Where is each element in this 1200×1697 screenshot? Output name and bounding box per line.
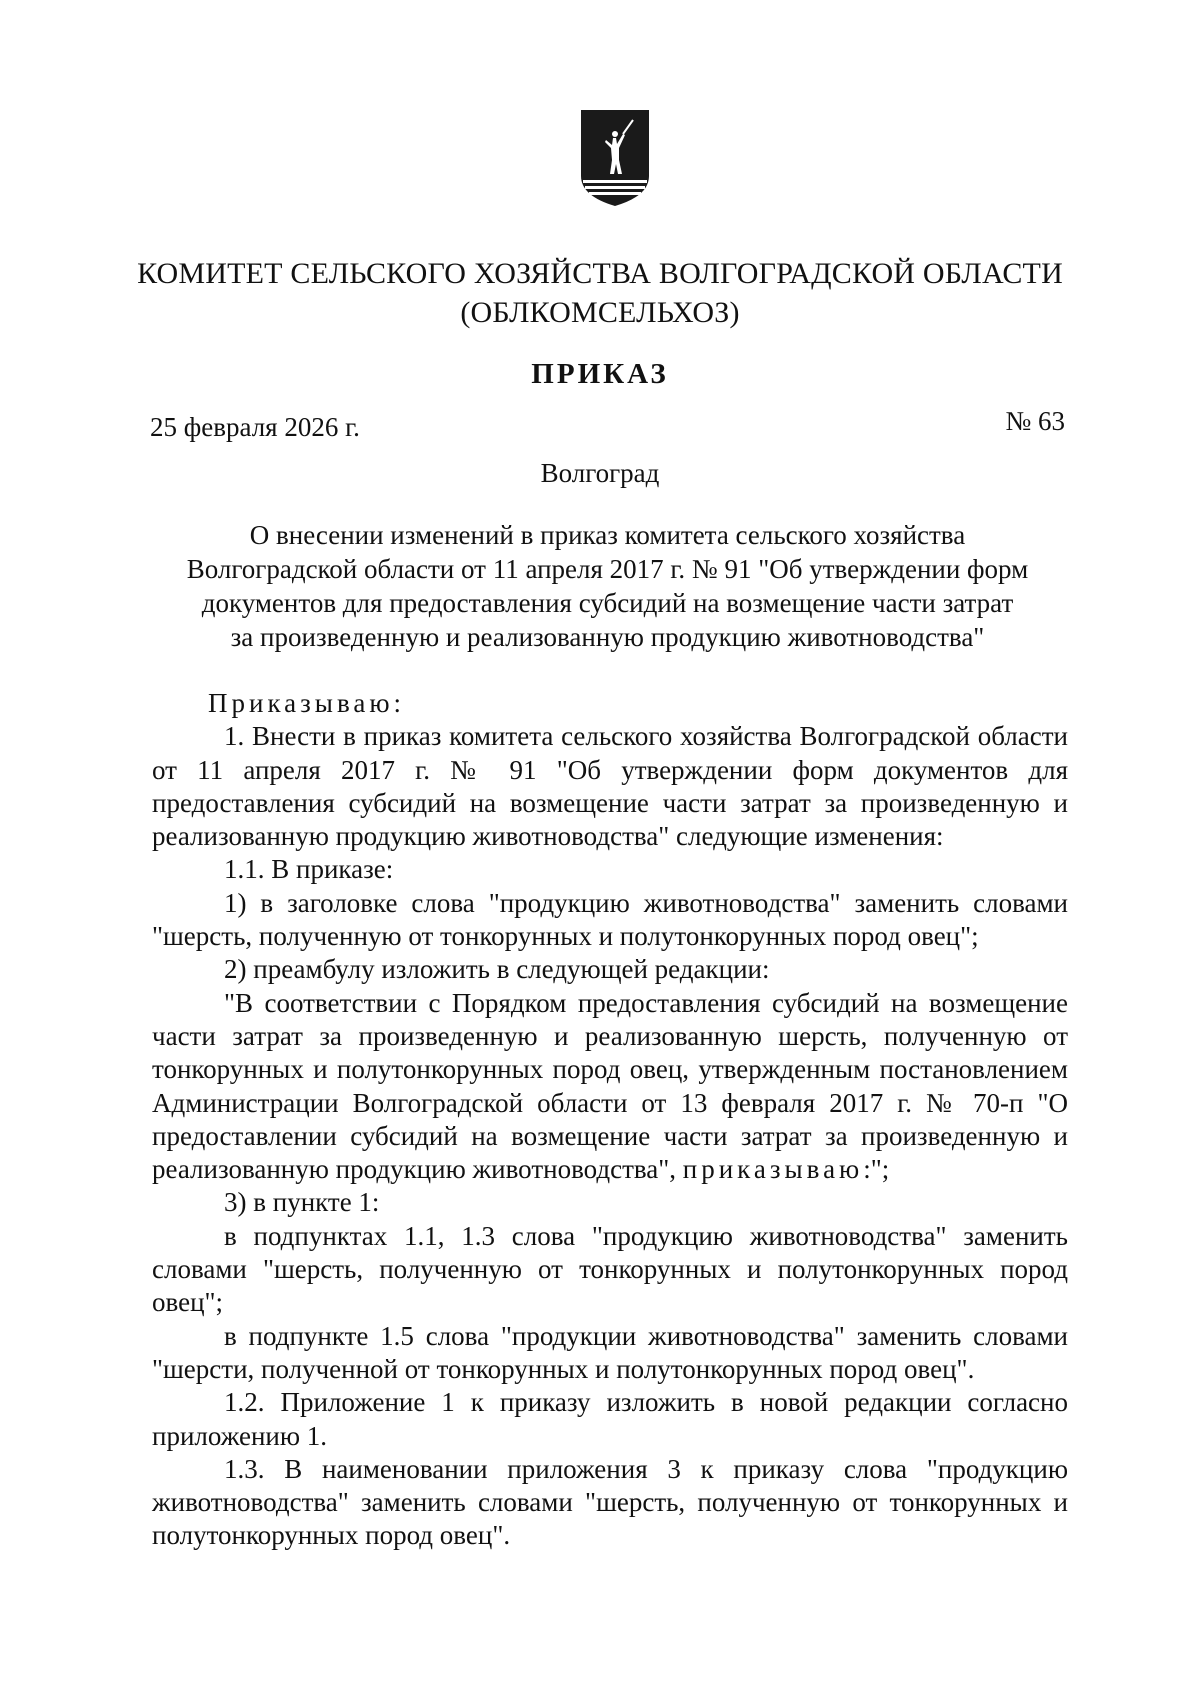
paragraph-1-1-1: 1) в заголовке слова "продукцию животноводства" заменить словами "шерсть, полученную от тонкорунных и полутонкорунных пород овец"; [152, 887, 1068, 952]
organization-name [100, 254, 1100, 332]
paragraph-1-1: 1.1. В приказе: [224, 854, 394, 885]
emblem-graphic [579, 108, 651, 208]
paragraph-1-1-3-a: в подпунктах 1.1, 1.3 слова "продукцию животноводства" заменить словами "шерсть, полученную от тонкорунных и полутонкорунных пород овец"; [152, 1220, 1068, 1318]
subject-line: Волгоградской области от 11 апреля 2017 г. № 91 "Об утверждении форм [186, 554, 1029, 584]
subject-line: документов для предоставления субсидий на возмещение части затрат [201, 588, 1014, 618]
document-city: Волгоград [540, 458, 660, 488]
document-subject [150, 518, 1065, 654]
paragraph-1-3: 1.3. В наименовании приложения 3 к приказу слова "продукцию животноводства" заменить словами "шерсть, полученную от тонкорунных и полутонкорунных пород овец". [152, 1453, 1068, 1551]
paragraph-1: 1. Внести в приказ комитета сельского хозяйства Волгоградской области от 11 апреля 2017 г. № 91 "Об утверждении форм документов для предоставления субсидий на возмещение части затрат за произведенную и реализованную продукцию животноводства" следующие изменения: [152, 721, 1068, 852]
preamble-end: :"; [863, 1154, 890, 1185]
preamble-main: "В соответствии с Порядком предоставления субсидий на возмещение части затрат за произведенную и реализованную шерсть, полученную от тонкорунных и полутонкорунных пород овец, утвержденным постановлением Администрации Волгоградской области от 13 февраля 2017 г. № 70-п "О предоставлении субсидий на возмещение части затрат за произведенную и реализованную продукцию животноводства", [152, 987, 1068, 1185]
preamble-order-word: приказываю [682, 1154, 864, 1185]
paragraph-1-2: 1.2. Приложение 1 к приказу изложить в новой редакции согласно приложению 1. [152, 1387, 1068, 1451]
preamble-text [152, 987, 1068, 1187]
order-word: Приказываю: [208, 688, 405, 718]
paragraph-1-1-3-b: в подпункте 1.5 слова "продукции животноводства" заменить словами "шерсти, полученной от тонкорунных и полутонкорунных пород овец". [152, 1320, 1068, 1384]
document-number: № 63 [1005, 406, 1065, 436]
paragraph-1-1-2: 2) преамбулу изложить в следующей редакции: [224, 954, 770, 985]
subject-line: О внесении изменений в приказ комитета сельского хозяйства [249, 520, 966, 550]
organization-name-line1: КОМИТЕТ СЕЛЬСКОГО ХОЗЯЙСТВА ВОЛГОГРАДСКОЙ ОБЛАСТИ [137, 257, 1063, 290]
document-body [152, 687, 1068, 1553]
document-type: ПРИКАЗ [531, 358, 669, 390]
coat-of-arms-emblem [579, 108, 651, 208]
document-date: 25 февраля 2026 г. [150, 412, 360, 442]
paragraph-1-1-3: 3) в пункте 1: [224, 1187, 380, 1218]
subject-line: за произведенную и реализованную продукцию животноводства" [230, 622, 985, 652]
organization-name-line2: (ОБЛКОМСЕЛЬХОЗ) [460, 296, 740, 329]
